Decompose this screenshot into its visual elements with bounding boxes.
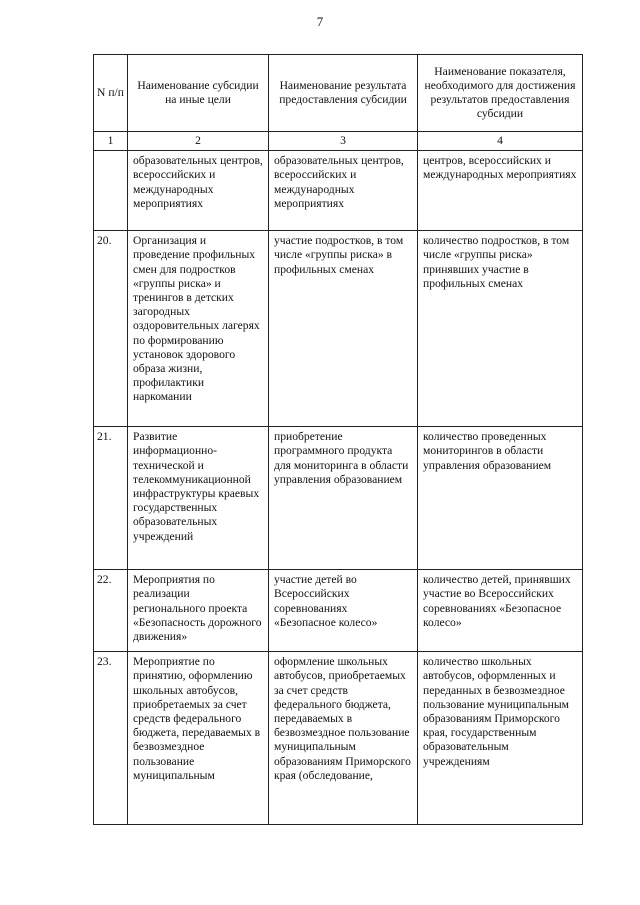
indicator-cell: количество школьных автобусов, оформленных и переданных в безвозмездное пользование муниципальным образованиям Приморского края, государственным образовательным учреждениям <box>418 652 583 825</box>
row-number: 22. <box>94 570 128 652</box>
table-row <box>94 427 583 570</box>
subsidy-name-cell: Организация и проведение профильных смен для подростков «группы риска» и тренингов в детских загородных оздоровительных лагерях по формированию установок здорового образа жизни, профилактики наркомании <box>128 231 269 427</box>
table-row <box>94 151 583 231</box>
header-number: N п/п <box>94 55 128 132</box>
row-number <box>94 151 128 231</box>
result-cell: оформление школьных автобусов, приобретаемых за счет средств федерального бюджета, передаваемых в безвозмездное пользование муниципальным образованиям Приморского края (обследование, <box>269 652 418 825</box>
result-cell: образовательных центров, всероссийских и международных мероприятиях <box>269 151 418 231</box>
table-header-row <box>94 55 583 132</box>
column-number-3: 3 <box>269 132 418 151</box>
indicator-cell: количество подростков, в том числе «группы риска» принявших участие в профильных сменах <box>418 231 583 427</box>
table-row <box>94 570 583 652</box>
header-indicator-name: Наименование показателя, необходимого для достижения результатов предоставления субсидии <box>418 55 583 132</box>
column-number-2: 2 <box>128 132 269 151</box>
result-cell: участие детей во Всероссийских соревнованиях «Безопасное колесо» <box>269 570 418 652</box>
row-number: 20. <box>94 231 128 427</box>
indicator-cell: центров, всероссийских и международных мероприятиях <box>418 151 583 231</box>
table-row <box>94 652 583 825</box>
column-number-4: 4 <box>418 132 583 151</box>
table-row <box>94 231 583 427</box>
row-number: 23. <box>94 652 128 825</box>
indicator-cell: количество проведенных мониторингов в области управления образованием <box>418 427 583 570</box>
page-number: 7 <box>316 14 324 29</box>
indicator-cell: количество детей, принявших участие во Всероссийских соревнованиях «Безопасное колесо» <box>418 570 583 652</box>
row-number: 21. <box>94 427 128 570</box>
column-numbers-row <box>94 132 583 151</box>
result-cell: приобретение программного продукта для мониторинга в области управления образованием <box>269 427 418 570</box>
column-number-1: 1 <box>94 132 128 151</box>
subsidy-name-cell: Мероприятия по реализации регионального проекта «Безопасность дорожного движения» <box>128 570 269 652</box>
header-result-name: Наименование результата предоставления субсидии <box>269 55 418 132</box>
result-cell: участие подростков, в том числе «группы риска» в профильных сменах <box>269 231 418 427</box>
subsidies-table <box>93 54 583 825</box>
subsidy-name-cell: образовательных центров, всероссийских и международных мероприятиях <box>128 151 269 231</box>
subsidy-name-cell: Развитие информационно-технической и телекоммуникационной инфраструктуры краевых государственных образовательных учреждений <box>128 427 269 570</box>
header-subsidy-name: Наименование субсидии на иные цели <box>128 55 269 132</box>
subsidy-name-cell: Мероприятие по принятию, оформлению школьных автобусов, приобретаемых за счет средств федерального бюджета, передаваемых в безвозмездное пользование муниципальным <box>128 652 269 825</box>
